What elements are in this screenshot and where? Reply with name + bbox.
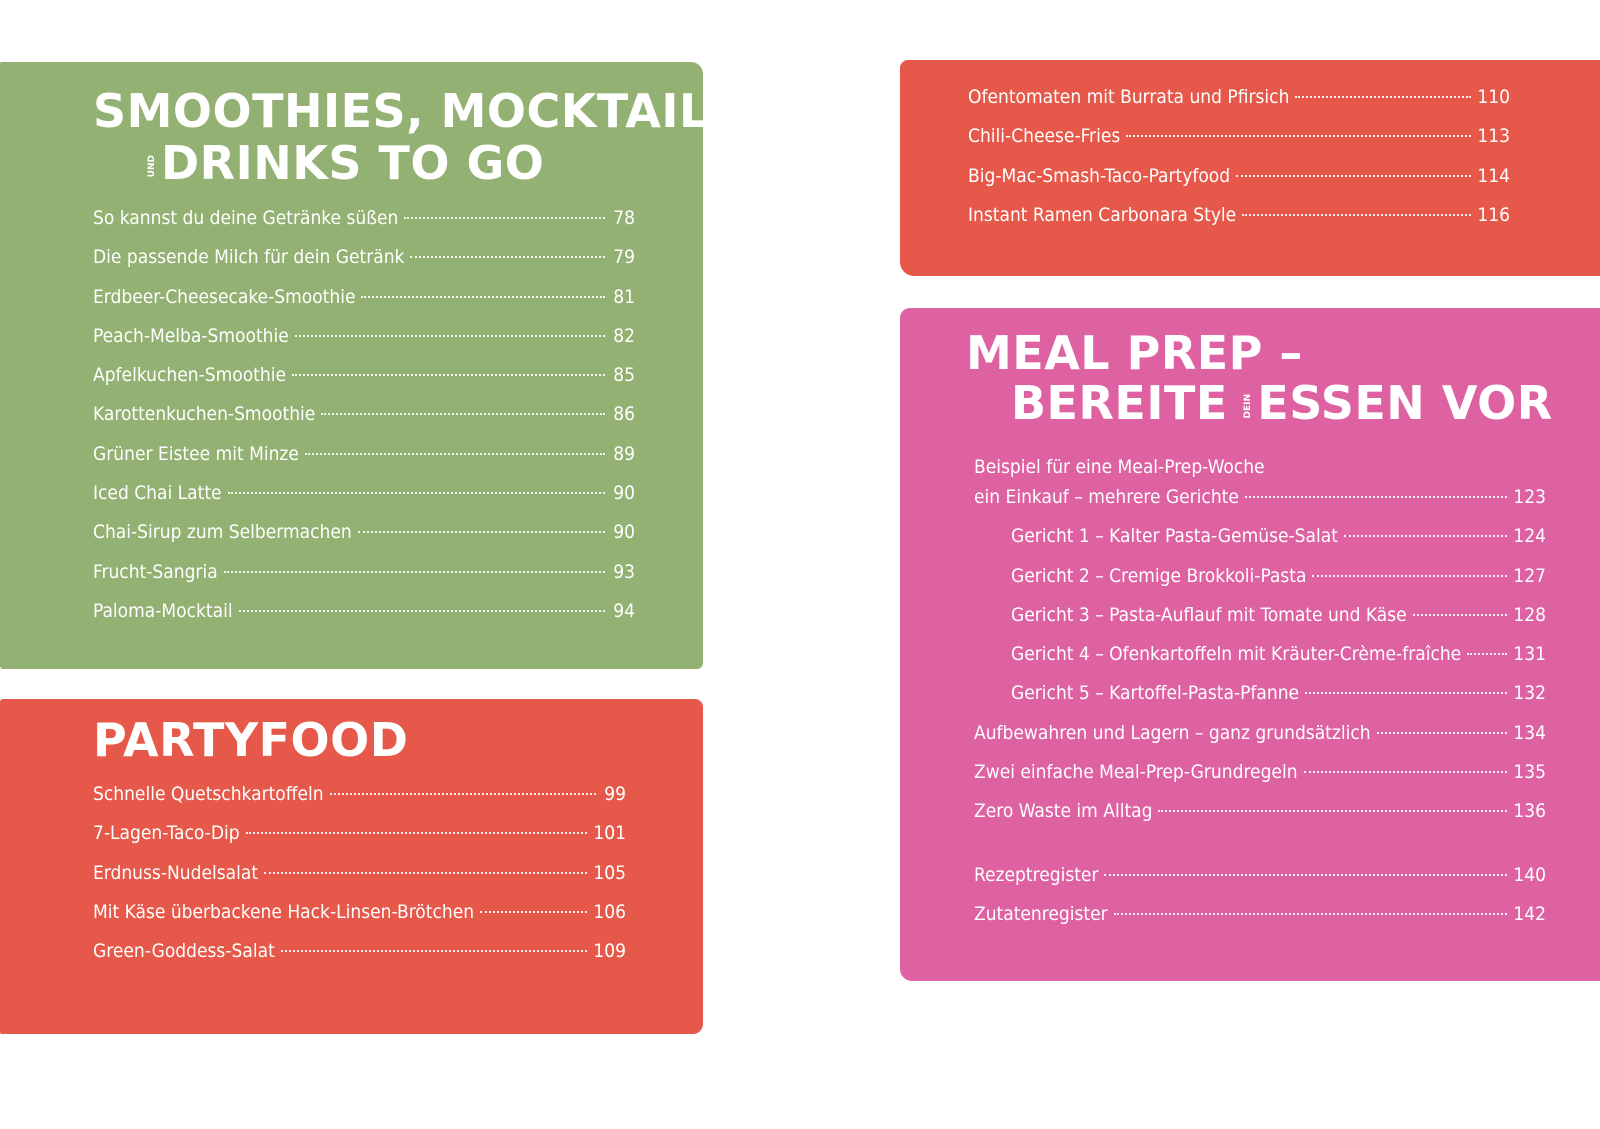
partyfood-section	[0, 699, 703, 1034]
dot-leader	[305, 453, 605, 455]
partyfood-title: PARTYFOOD	[93, 713, 409, 767]
mealprep-section	[900, 308, 1600, 981]
toc-entry[interactable]: Iced Chai Latte 90	[93, 482, 635, 505]
toc-entry[interactable]: Ofentomaten mit Burrata und Pfirsich 110	[968, 86, 1510, 108]
dot-leader	[358, 531, 605, 533]
dot-leader	[321, 413, 605, 415]
smoothies-title-line1: SMOOTHIES, MOCKTAILS	[93, 84, 743, 138]
dot-leader	[480, 911, 587, 913]
toc-entry[interactable]: Chili-Cheese-Fries 113	[968, 125, 1510, 148]
partyfood-toc-list	[93, 783, 626, 979]
toc-entry[interactable]: Chai-Sirup zum Selbermachen 90	[93, 521, 635, 544]
smoothies-toc-list	[93, 207, 635, 639]
toc-entry[interactable]: ein Einkauf – mehrere Gerichte 123	[974, 486, 1546, 508]
dot-leader	[1377, 732, 1508, 734]
dot-leader	[1344, 535, 1507, 537]
toc-entry[interactable]: Erdbeer-Cheesecake-Smoothie 81	[93, 285, 635, 308]
dot-leader	[1467, 653, 1507, 655]
dot-leader	[295, 335, 605, 337]
toc-entry[interactable]: Die passende Milch für dein Getränk 79	[93, 246, 635, 269]
toc-subentry[interactable]: Gericht 3 – Pasta-Auflauf mit Tomate und Käse 128	[1011, 603, 1546, 626]
partyfood-continued-section	[900, 60, 1600, 276]
toc-entry[interactable]: Frucht-Sangria 93	[93, 560, 635, 583]
mealprep-title-line1: MEAL PREP –	[966, 326, 1303, 380]
dot-leader	[1295, 96, 1471, 98]
toc-entry-register[interactable]: Rezeptregister 140	[974, 863, 1546, 886]
dot-leader	[246, 832, 588, 834]
dot-leader	[228, 492, 605, 494]
toc-subentry[interactable]: Gericht 2 – Cremige Brokkoli-Pasta 127	[1011, 564, 1546, 587]
mealprep-title-dein: DEIN	[1243, 394, 1254, 419]
dot-leader	[292, 374, 605, 376]
toc-subentry[interactable]: Gericht 1 – Kalter Pasta-Gemüse-Salat 124	[1011, 525, 1546, 548]
toc-entry[interactable]: Apfelkuchen-Smoothie 85	[93, 364, 635, 387]
partyfood-continued-toc-list	[968, 86, 1510, 243]
toc-entry[interactable]: Zwei einfache Meal-Prep-Grundregeln 135	[974, 761, 1546, 784]
smoothies-section	[0, 62, 743, 669]
smoothies-title-line2-text: DRINKS TO GO	[161, 136, 545, 190]
dot-leader	[1126, 135, 1471, 137]
toc-entry-register[interactable]: Zutatenregister 142	[974, 902, 1546, 925]
dot-leader	[239, 610, 605, 612]
dot-leader	[1312, 575, 1507, 577]
toc-entry[interactable]: Schnelle Quetschkartoffeln 99	[93, 783, 626, 805]
toc-entry[interactable]: Paloma-Mocktail 94	[93, 599, 635, 622]
dot-leader	[264, 872, 587, 874]
smoothies-title-und: UND	[147, 155, 157, 178]
dot-leader	[1305, 692, 1507, 694]
dot-leader	[1104, 874, 1507, 876]
toc-entry[interactable]: Mit Käse überbackene Hack-Linsen-Brötchen 106	[93, 900, 626, 923]
toc-subentry[interactable]: Gericht 4 – Ofenkartoffeln mit Kräuter-Crème-fraîche 131	[1011, 643, 1546, 666]
mealprep-title-line2: BEREITE DEINESSEN VOR	[1011, 376, 1553, 430]
dot-leader	[1236, 175, 1471, 177]
toc-entry[interactable]: So kannst du deine Getränke süßen 78	[93, 207, 635, 229]
toc-entry-intro-line1[interactable]: Beispiel für eine Meal-Prep-Woche	[974, 456, 1265, 478]
dot-leader	[330, 793, 596, 795]
toc-spacer	[974, 840, 1546, 864]
dot-leader	[1245, 496, 1507, 498]
toc-entry[interactable]: Karottenkuchen-Smoothie 86	[93, 403, 635, 426]
toc-entry[interactable]: Aufbewahren und Lagern – ganz grundsätzlich 134	[974, 721, 1546, 744]
dot-leader	[224, 571, 605, 573]
smoothies-title-line2	[147, 136, 545, 190]
dot-leader	[1158, 810, 1507, 812]
dot-leader	[1304, 771, 1508, 773]
toc-entry[interactable]: Grüner Eistee mit Minze 89	[93, 442, 635, 465]
toc-entry[interactable]: Instant Ramen Carbonara Style 116	[968, 203, 1510, 226]
mealprep-toc-list	[974, 456, 1546, 942]
toc-entry[interactable]: Big-Mac-Smash-Taco-Partyfood 114	[968, 164, 1510, 187]
toc-entry[interactable]: Green-Goddess-Salat 109	[93, 940, 626, 963]
dot-leader	[404, 217, 605, 219]
toc-entry[interactable]: Peach-Melba-Smoothie 82	[93, 324, 635, 347]
dot-leader	[1242, 214, 1471, 216]
toc-entry[interactable]: 7-Lagen-Taco-Dip 101	[93, 822, 626, 845]
dot-leader	[361, 296, 605, 298]
toc-subentry[interactable]: Gericht 5 – Kartoffel-Pasta-Pfanne 132	[1011, 682, 1546, 705]
dot-leader	[1413, 614, 1508, 616]
toc-entry[interactable]: Erdnuss-Nudelsalat 105	[93, 861, 626, 884]
dot-leader	[410, 256, 605, 258]
toc-entry[interactable]: Zero Waste im Alltag 136	[974, 800, 1546, 823]
dot-leader	[281, 950, 588, 952]
dot-leader	[1114, 913, 1508, 915]
